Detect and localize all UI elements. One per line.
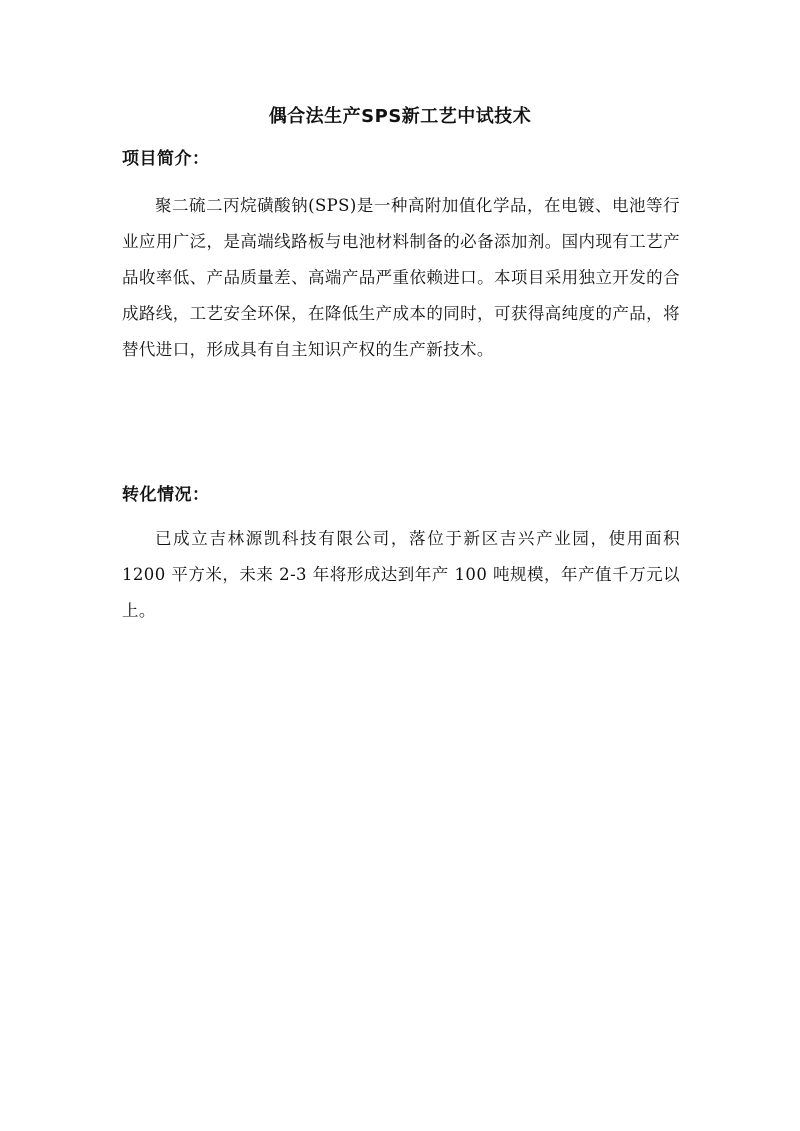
section-heading-transformation: 转化情况： bbox=[122, 485, 210, 505]
document-title: 偶合法生产SPS新工艺中试技术 bbox=[268, 106, 532, 127]
section-paragraph-transformation: 已成立吉林源凯科技有限公司，落位于新区吉兴产业园，使用面积 1200 平方米，未来 2-3 年将形成达到年产 100 吨规模，年产值千万元以上。 bbox=[122, 529, 680, 620]
section-heading-intro: 项目简介： bbox=[122, 149, 210, 169]
section-paragraph-intro: 聚二硫二丙烷磺酸钠(SPS)是一种高附加值化学品，在电镀、电池等行业应用广泛，是高端线路板与电池材料制备的必备添加剂。国内现有工艺产品收率低、产品质量差、高端产品严重依赖进口。本项目采用独立开发的合成路线，工艺安全环保，在降低生产成本的同时，可获得高纯度的产品，将替代进口，形成具有自主知识产权的生产新技术。 bbox=[122, 196, 680, 359]
